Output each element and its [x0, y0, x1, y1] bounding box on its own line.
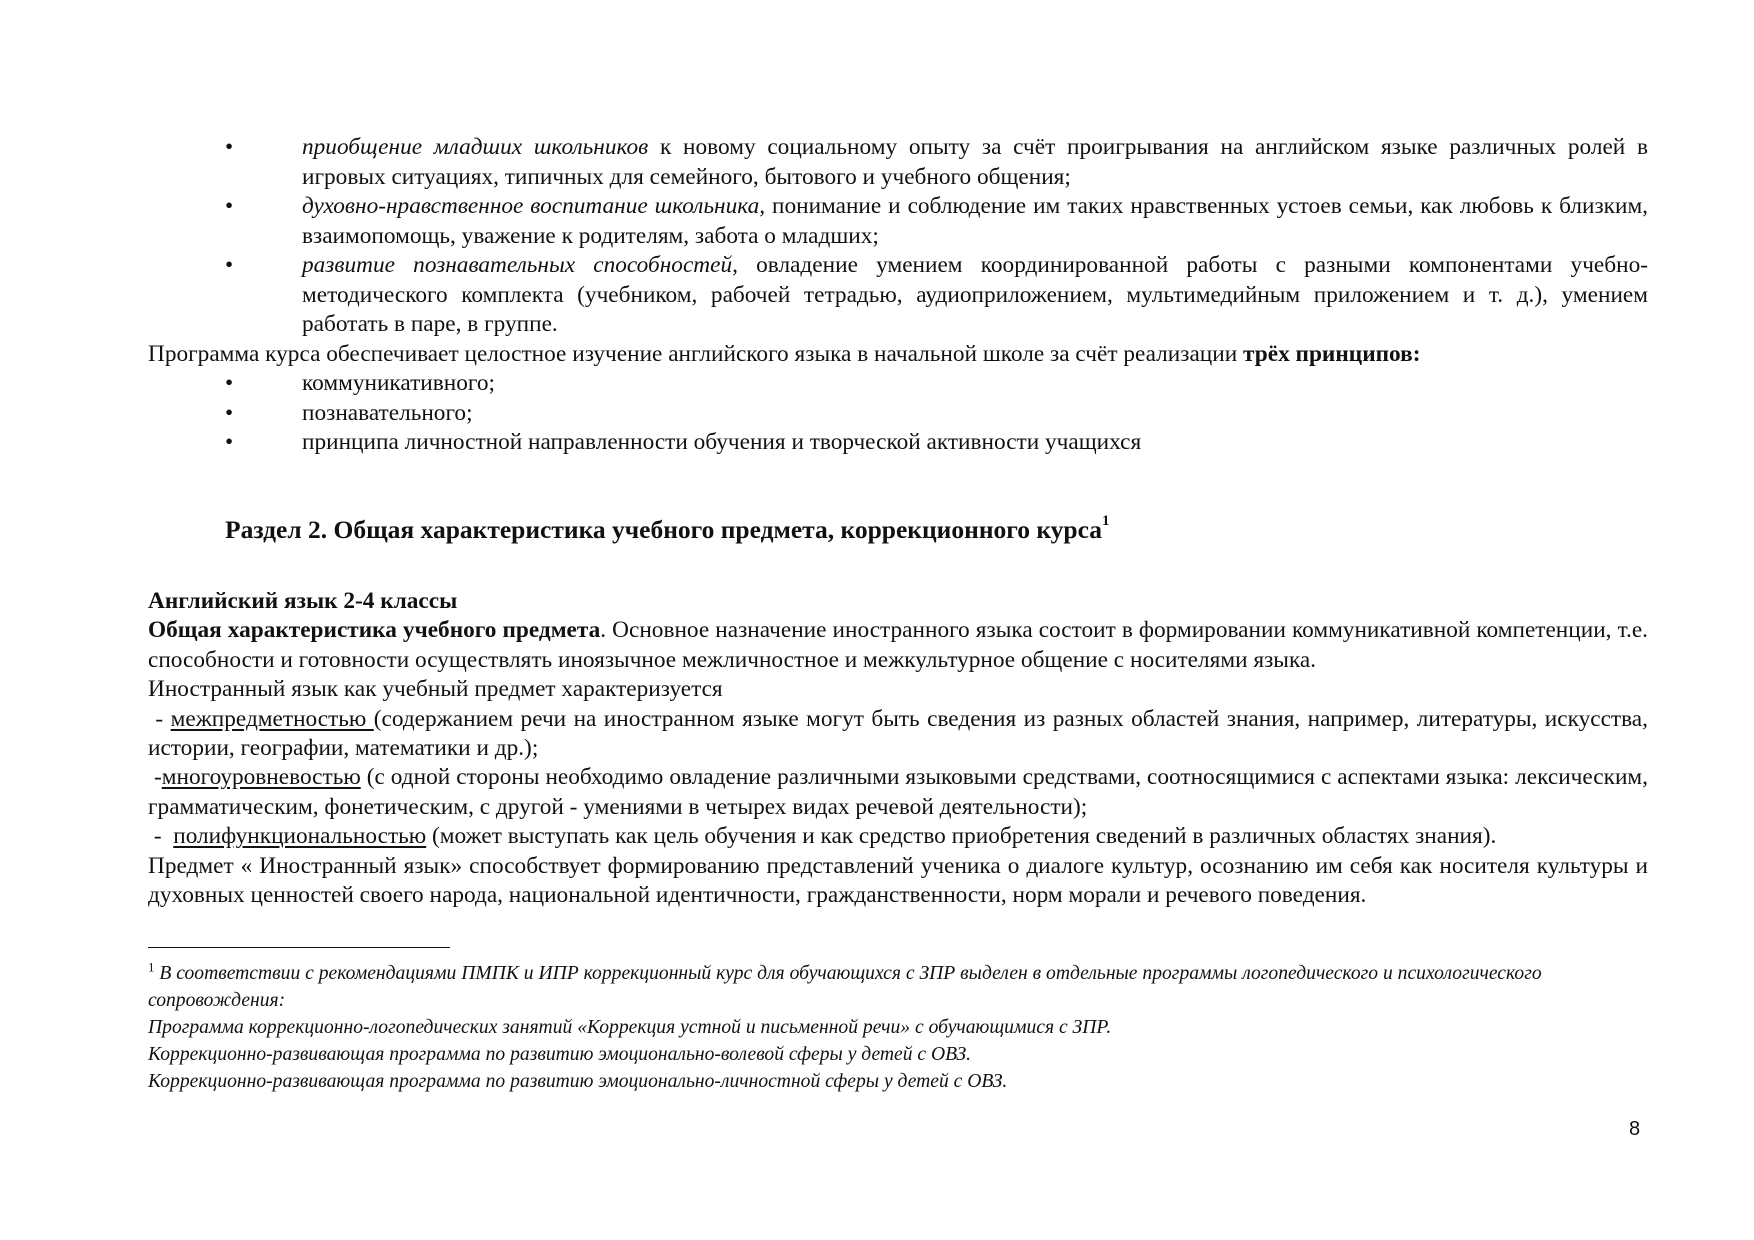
dash-item [148, 705, 1648, 764]
bullet-icon: • [225, 399, 234, 426]
bullet-icon: • [225, 134, 234, 160]
footnote-text: Коррекционно-развивающая программа по развитию эмоционально-волевой сферы у детей с ОВЗ. [148, 1044, 972, 1065]
program-paragraph [148, 340, 1648, 370]
program-text: Программа курса обеспечивает целостное изучение английского языка в начальной школе за счёт реализации [148, 340, 1244, 367]
footnote-number: 1 [148, 959, 155, 975]
principle-text: познавательного; [302, 399, 473, 426]
list-item-text: к новому социальному опыту за счёт проигрывания на английском языке различных ролей в игровых ситуациях, типичных для семейного, бытового и учебного общения; [302, 134, 1648, 190]
dash-prefix: - [148, 705, 171, 732]
dash-term: межпредметностью [170, 705, 374, 732]
subject-paragraph: Предмет « Иностранный язык» способствует формированию представлений ученика о диалоге культур, осознанию им себя как носителя культуры и духовных ценностей своего народа, национальной идентичности, гражданственности, норм морали и речевого поведения. [148, 852, 1648, 909]
program-bold: трёх принципов: [1243, 340, 1421, 367]
dash-item [148, 822, 1648, 851]
subject-title: Английский язык 2-4 классы [148, 588, 458, 614]
dash-prefix: - [148, 764, 162, 791]
bullet-icon: • [225, 193, 234, 219]
footnote-text: В соответствии с рекомендациями ПМПК и ИПР коррекционный курс для обучающихся с ЗПР выделен в отдельные программы логопедического и психологического сопровождения: [148, 963, 1542, 1011]
list-item [225, 251, 1648, 340]
principle-item [225, 369, 1648, 399]
dash-item [148, 763, 1648, 822]
bullet-icon: • [225, 252, 234, 278]
list-item [225, 192, 1648, 251]
principle-text: принципа личностной направленности обучения и творческой активности учащихся [302, 429, 1142, 455]
characterized-text: Иностранный язык как учебный предмет характеризуется [148, 676, 723, 703]
list-item [225, 133, 1648, 192]
footnote-text: Коррекционно-развивающая программа по развитию эмоционально-личностной сферы у детей с ОВЗ. [148, 1071, 1008, 1092]
top-text-block [148, 133, 1648, 458]
general-char-text: . Основное назначение иностранного языка состоит в формировании коммуникативной компетенции, т.е. способности и готовности осуществлять иноязычное межличностное и межкультурное общение с носителями языка. [148, 617, 1648, 673]
bullet-icon: • [225, 370, 234, 396]
dash-text: (содержанием речи на иностранном языке могут быть сведения из разных областей знания, например, литературы, искусства, истории, географии, математики и др.); [148, 705, 1648, 762]
dash-text: (может выступать как цель обучения и как средство приобретения сведений в различных областях знания). [426, 823, 1497, 850]
footnote-text: Программа коррекционно-логопедических занятий «Коррекция устной и письменной речи» с обучающимися с ЗПР. [148, 1017, 1112, 1038]
list-item-emphasis: духовно-нравственное воспитание школьника, [302, 193, 766, 219]
footnote-separator [148, 947, 450, 948]
dash-text: (с одной стороны необходимо овладение различными языковыми средствами, соотносящимися с аспектами языка: лексическим, грамматическим, фонетическим, с другой - умениями в четырех видах речевой деятельности); [148, 764, 1648, 820]
page-number: 8 [1629, 1118, 1641, 1140]
list-item-emphasis: приобщение младших школьников [302, 134, 649, 160]
principle-text: коммуникативного; [302, 370, 495, 396]
section-body [148, 587, 1648, 910]
principle-item [225, 428, 1648, 458]
list-item-text: овладение умением координированной работы с разными компонентами учебно-методического комплекта (учебником, рабочей тетрадью, аудиоприложением, мультимедийным приложением и т. д.), умением работать в паре, в группе. [302, 252, 1648, 337]
dash-term: многоуровневостью [161, 764, 361, 791]
principle-item [225, 399, 1648, 429]
section-heading-text: Раздел 2. Общая характеристика учебного предмета, коррекционного курса [225, 515, 1102, 544]
bullet-icon: • [225, 429, 234, 455]
dash-term: полифункциональностью [173, 823, 427, 850]
list-item-emphasis: развитие познавательных способностей, [302, 252, 738, 278]
dash-prefix: - [148, 823, 174, 850]
general-char-label: Общая характеристика учебного предмета [148, 617, 601, 644]
footnote-ref: 1 [1101, 512, 1110, 529]
footnotes [148, 960, 1648, 1095]
section-heading [225, 512, 1110, 545]
list-item-text: понимание и соблюдение им таких нравственных устоев семьи, как любовь к близким, взаимопомощь, уважение к родителям, забота о младших; [302, 193, 1649, 249]
